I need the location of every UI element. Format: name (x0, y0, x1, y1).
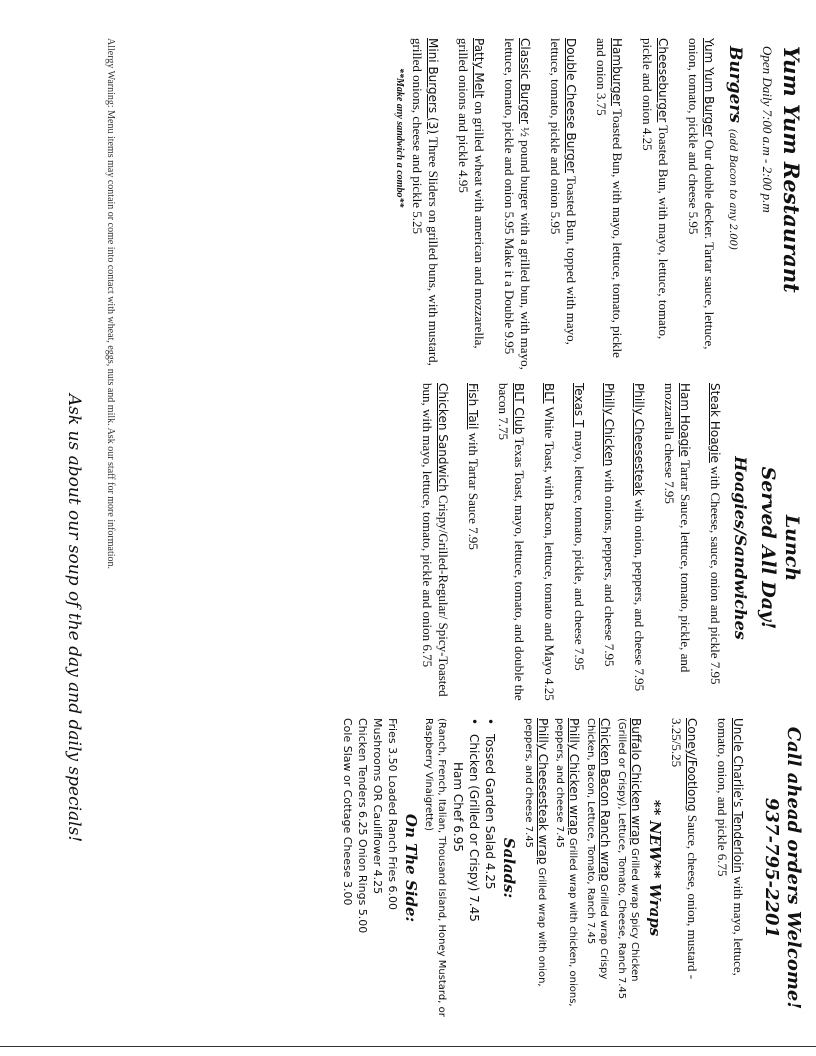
side-line: Mushrooms OR Cauliflower 4.25 (371, 718, 384, 895)
item-desc: Toasted Bun, with mayo, lettuce, tomato, pickle and onion 4.25 (640, 38, 671, 340)
item-desc: Three Sliders on grilled buns, with mustard, grilled onions, cheese and pickle 5.25 (410, 38, 441, 366)
item-name: Ham Hoagie (678, 383, 692, 457)
item-desc: with onions, peppers, and cheese 7.95 (602, 466, 617, 667)
item-name: Philly Cheesesteak (632, 383, 646, 496)
item-name: Chicken Bacon Ranch wrap (598, 718, 612, 881)
item-name: Hamburger (610, 38, 624, 106)
item-desc: Our double decker. Tartar sauce, lettuce, onion, tomato, pickle and cheese 5.95 (686, 38, 717, 350)
item-name: Philly Chicken wrap (567, 718, 581, 835)
bullet-icon: • (483, 718, 497, 726)
menu-item (419, 383, 451, 713)
item-name: Coney/Footlong (685, 718, 699, 812)
item-desc: Toasted Bun, topped with mayo, lettuce, tomato, pickle and onion 5.95 (548, 38, 579, 345)
item-name: Cheeseburger (656, 38, 670, 123)
menu-item (495, 383, 527, 713)
hoagies-heading: Hoagies/Sandwiches (731, 456, 750, 640)
item-desc: on grilled wheat with american and mozzarella, grilled onions and pickle 4.95 (456, 38, 487, 349)
ham-chef-salad: Ham Chef 6.95 (451, 762, 465, 853)
item-desc: Grilled wrap with onion, peppers, and cheese 7.45 (523, 718, 547, 987)
wrap-item (553, 718, 580, 1018)
item-desc: Grilled wrap Crispy Chicken, Bacon, Lettuce, Tomato, Ranch 7.45 (585, 718, 609, 980)
item-name: Buffalo Chicken wrap (629, 718, 643, 845)
salad-text: Chicken (Grilled or Crispy) 7.45 (467, 734, 481, 922)
dressing-options: (Ranch, French, Italian, Thousand Island, Honey Mustard, or Raspberry Vinaigrette) (423, 718, 447, 1017)
side-line: Fries 3.50 Loaded Ranch Fries 6.00 (386, 718, 399, 910)
menu-item (593, 38, 625, 373)
wrap-item (522, 718, 549, 1018)
restaurant-title: Yum Yum Restaurant (779, 46, 804, 293)
salads-heading: Salads: (500, 837, 518, 899)
allergy-warning: Allergy Warning: Menu items may contain or come into contact with wheat, eggs, nuts and milk. Ask our staff for more information. (105, 38, 116, 570)
phone-number: 937-795-2201 (761, 797, 782, 939)
salad-item (482, 718, 498, 1018)
item-desc: with Cheese, sauce, onion and pickle 7.95 (708, 462, 723, 685)
wrap-item (615, 718, 642, 1018)
item-name: Mini Burgers (3) (426, 38, 440, 134)
hoagies-column (405, 383, 806, 713)
item-desc: with onion, peppers, and cheese 7.95 (632, 495, 647, 692)
wrap-item (584, 718, 611, 1018)
page-bottom-divider (0, 1046, 816, 1047)
item-name: Patty Melt (472, 38, 486, 99)
item-desc: Grilled wrap with chicken, onions, peppers, and cheese 7.45 (554, 718, 578, 1007)
menu-item (501, 38, 533, 373)
item-desc: Tartar Sauce, lettuce, tomato, pickle, and mozzarella cheese 7.95 (662, 383, 693, 673)
item-desc: Texas Toast, mayo, lettuce, tomato, and double the bacon 7.75 (496, 383, 527, 701)
menu-item (601, 383, 617, 713)
item-desc: with Tartar Sauce 7.95 (466, 429, 481, 550)
combo-note: **Make any sandwich a combo** (394, 68, 405, 208)
call-ahead-text: Call ahead orders Welcome! (783, 726, 804, 1010)
burgers-title: Burgers (725, 46, 745, 123)
side-line: Chicken Tenders 6.25 Onion Rings 5.00 (356, 718, 369, 934)
wraps-heading: ** NEW** Wraps (646, 799, 664, 937)
item-desc: ½ pound burger with a grilled bun, with mayo, lettuce, tomato, pickle and onion 5.95 Make it a Double 9.95 (502, 38, 533, 370)
call-ahead-heading (760, 718, 804, 1018)
item-name: Texas T (572, 383, 586, 428)
item-desc: White Toast, with Bacon, lettuce, tomato and Mayo 4.25 (542, 403, 557, 701)
menu-item (685, 38, 717, 373)
bacon-note: (add Bacon to any 2.00) (727, 128, 738, 250)
menu-item (668, 718, 700, 1018)
menu-item (571, 383, 587, 713)
item-desc: Sauce, cheese, onion, mustard - 3.25/5.25 (669, 718, 700, 980)
item-name: Steak Hoagie (708, 383, 722, 463)
menu-item (707, 383, 723, 713)
lunch-heading (756, 383, 804, 713)
item-name: Double Cheese Burger (564, 38, 578, 174)
item-desc: with mayo, lettuce, tomato, onion, and pickle 6.75 (715, 718, 746, 976)
opening-hours: Open Daily 7:00 a.m - 2:00 p.m (760, 46, 775, 213)
sides-heading: On The Side: (402, 813, 420, 923)
item-name: Philly Chicken (602, 383, 616, 467)
item-name: Yum Yum Burger (702, 38, 716, 137)
burgers-column (394, 38, 806, 373)
soup-specials-note: Ask us about our soup of the day and daily specials! (64, 393, 84, 843)
burgers-heading (725, 46, 745, 373)
specials-column (340, 718, 806, 1018)
sides-list (340, 718, 400, 1018)
menu-item (409, 38, 441, 373)
item-name: BLT (542, 383, 556, 404)
menu-landscape-sheet (26, 28, 806, 1028)
item-name: BLT Club (512, 383, 526, 435)
item-desc: Grilled wrap Spicy Chicken (Grilled or Crispy), Lettuce, Tomato, Cheese, Ranch 7.45 (616, 718, 640, 1000)
item-name: Philly Cheesesteak wrap (536, 718, 550, 865)
menu-item (455, 38, 487, 373)
lunch-line: Lunch (781, 514, 803, 582)
item-desc: Crispy/Grilled-Regular/ Spicy-Toasted bun, with mayo, lettuce, tomato, pickle and onion 6.75 (420, 383, 451, 697)
menu-item (541, 383, 557, 713)
item-name: Uncle Charlie's Tenderloin (731, 718, 745, 874)
item-name: Chicken Sandwich (436, 383, 450, 492)
menu-item (465, 383, 481, 713)
salad-text: Tossed Garden Salad 4.25 (483, 734, 497, 890)
served-all-day: Served All Day! (757, 466, 779, 630)
item-name: Classic Burger (518, 38, 532, 124)
menu-item (661, 383, 693, 713)
item-desc: Toasted Bun, with mayo, lettuce, tomato, pickle and onion 3.75 (594, 38, 625, 358)
menu-item (639, 38, 671, 373)
menu-item (631, 383, 647, 713)
salad-item (466, 718, 482, 1018)
menu-item (714, 718, 746, 1018)
menu-item (547, 38, 579, 373)
item-name: Fish Tail (466, 383, 480, 430)
bullet-icon: • (467, 718, 481, 726)
side-line: Cole Slaw or Cottage Cheese 3.00 (341, 718, 354, 906)
item-desc: mayo, lettuce, tomato, pickle, and cheese 7.95 (572, 427, 587, 671)
